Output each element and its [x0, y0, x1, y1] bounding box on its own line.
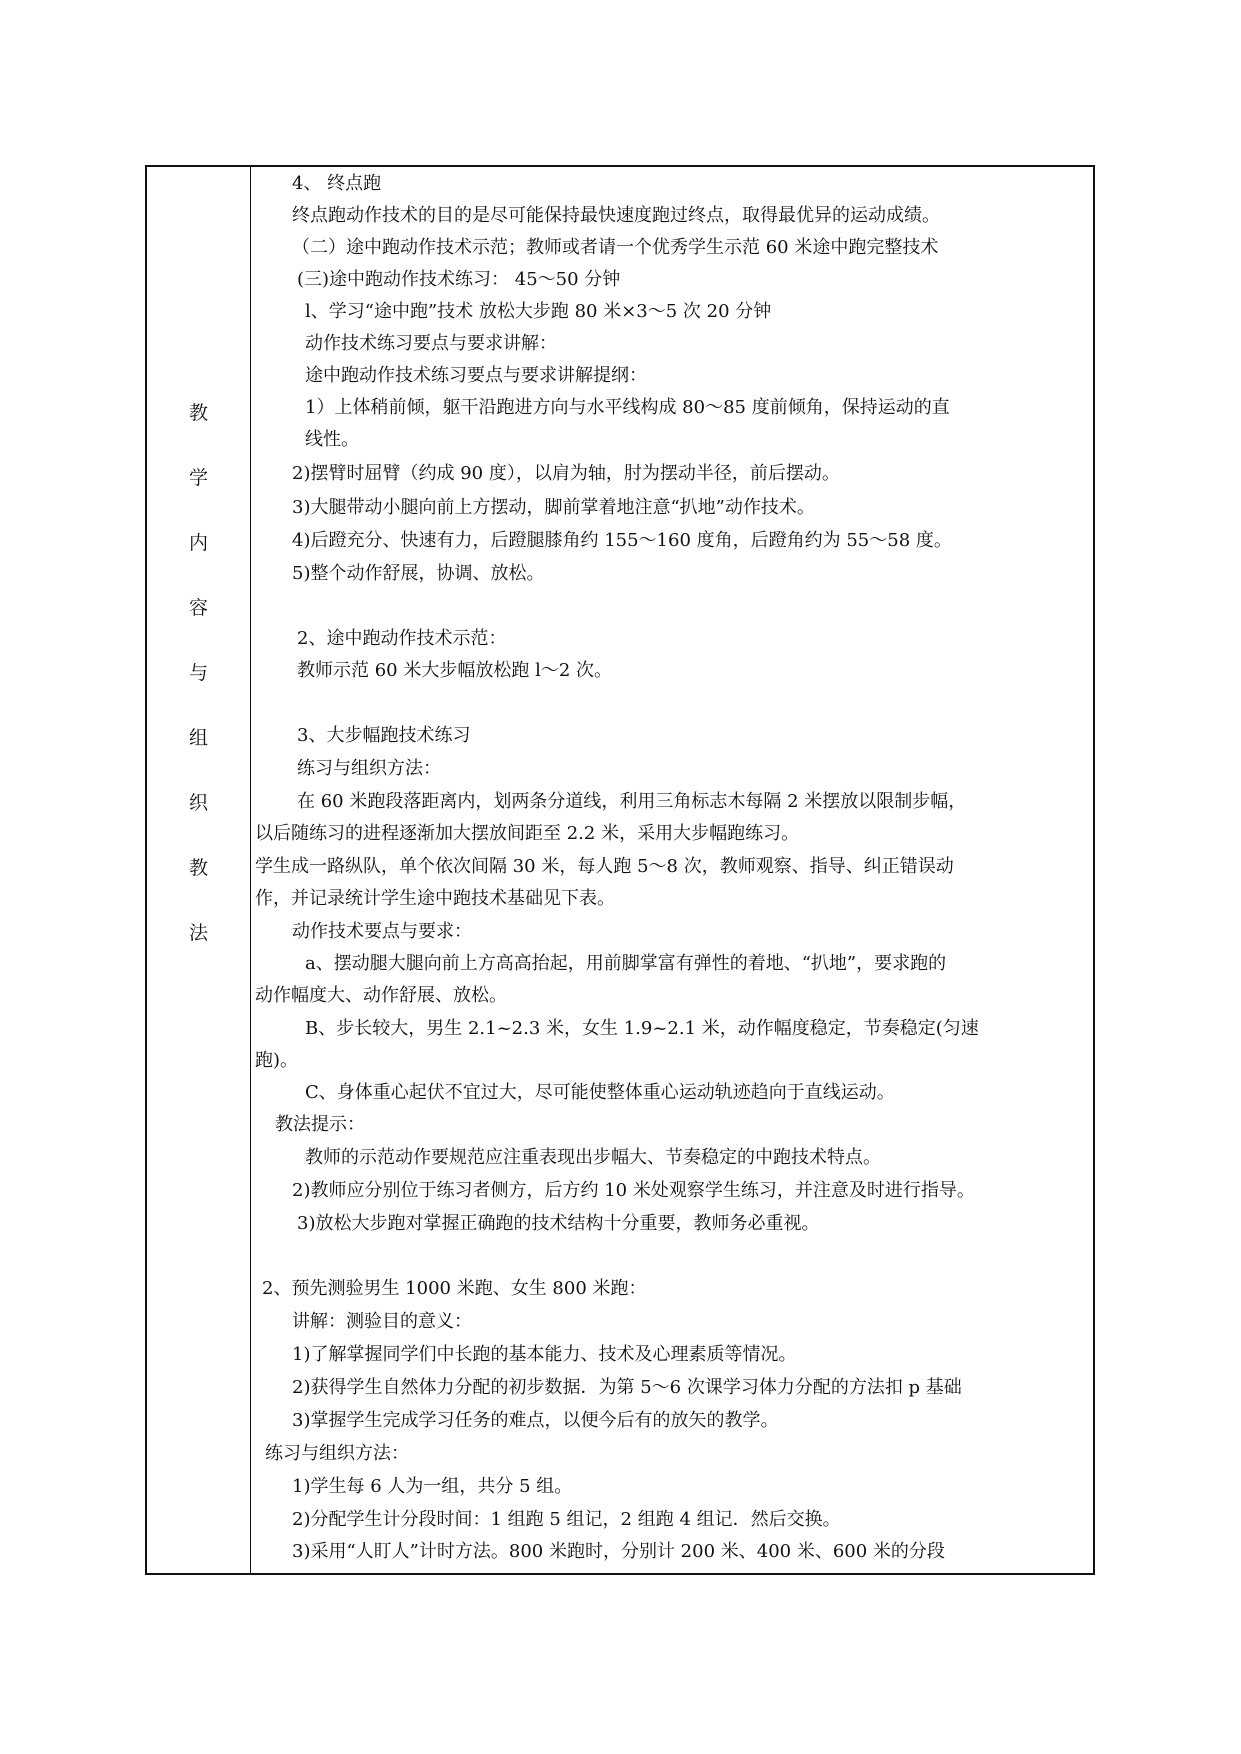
- content-line: 教师的示范动作要规范应注重表现出步幅大、节奏稳定的中跑技术特点。: [305, 1147, 881, 1168]
- label-char: 织: [188, 792, 208, 814]
- section-label-column: [147, 167, 251, 1573]
- content-line: 学生成一路纵队，单个依次间隔 30 米，每人跑 5～8 次，教师观察、指导、纠正错误动: [255, 856, 954, 877]
- label-char: 教: [188, 857, 208, 879]
- document-table: [145, 165, 1095, 1575]
- label-char: 组: [188, 727, 208, 749]
- content-line: 3)大腿带动小腿向前上方摆动，脚前掌着地注意“扒地”动作技术。: [292, 497, 815, 518]
- content-line: 动作技术练习要点与要求讲解：: [305, 333, 557, 354]
- content-line: 在 60 米跑段落距离内，划两条分道线，利用三角标志木每隔 2 米摆放以限制步幅，: [297, 791, 967, 812]
- content-line: 2)教师应分别位于练习者侧方，后方约 10 米处观察学生练习，并注意及时进行指导。: [292, 1180, 975, 1201]
- content-line: （二）途中跑动作技术示范；教师或者请一个优秀学生示范 60 米途中跑完整技术: [292, 237, 939, 258]
- content-line: 3)放松大步跑对掌握正确跑的技术结构十分重要，教师务必重视。: [297, 1213, 820, 1234]
- content-line: 1）上体稍前倾，躯干沿跑进方向与水平线构成 80～85 度前倾角，保持运动的直: [305, 397, 950, 418]
- content-line: 教法提示：: [275, 1114, 365, 1135]
- label-char: 学: [188, 467, 208, 489]
- content-line: C、身体重心起伏不宜过大，尽可能使整体重心运动轨迹趋向于直线运动。: [305, 1082, 895, 1103]
- label-char: 与: [188, 662, 208, 684]
- content-line: 1)了解掌握同学们中长跑的基本能力、技术及心理素质等情况。: [292, 1344, 797, 1365]
- content-line: 跑)。: [255, 1050, 299, 1071]
- content-line: l、学习“途中跑”技术 放松大步跑 80 米×3～5 次 20 分钟: [305, 301, 772, 322]
- content-line: 2)获得学生自然体力分配的初步数据．为第 5～6 次课学习体力分配的方法扣 p 基础: [292, 1377, 962, 1398]
- content-line: 以后随练习的进程逐渐加大摆放间距至 2.2 米，采用大步幅跑练习。: [255, 823, 800, 844]
- content-line: 练习与组织方法：: [265, 1443, 409, 1464]
- content-line: 2、预先测验男生 1000 米跑、女生 800 米跑：: [262, 1278, 647, 1299]
- content-line: 教师示范 60 米大步幅放松跑 l～2 次。: [297, 660, 612, 681]
- content-line: 5)整个动作舒展，协调、放松。: [292, 563, 545, 584]
- content-line: 终点跑动作技术的目的是尽可能保持最快速度跑过终点，取得最优异的运动成绩。: [292, 205, 940, 226]
- label-char: 容: [188, 597, 208, 619]
- content-line: 线性。: [305, 429, 359, 450]
- content-line: 2、途中跑动作技术示范：: [297, 628, 507, 649]
- content-line: 3、大步幅跑技术练习: [297, 725, 471, 746]
- content-line: 讲解：测验目的意义：: [292, 1311, 472, 1332]
- content-line: 动作幅度大、动作舒展、放松。: [255, 985, 507, 1006]
- content-line: 4)后蹬充分、快速有力，后蹬腿膝角约 155～160 度角，后蹬角约为 55～58 度。: [292, 530, 952, 551]
- content-line: 途中跑动作技术练习要点与要求讲解提纲：: [305, 365, 647, 386]
- label-char: 法: [188, 922, 208, 944]
- content-line: (三)途中跑动作技术练习： 45～50 分钟: [297, 269, 621, 290]
- label-char: 教: [188, 402, 208, 424]
- content-line: 2)分配学生计分段时间：1 组跑 5 组记，2 组跑 4 组记．然后交换。: [292, 1509, 841, 1530]
- content-line: 作，并记录统计学生途中跑技术基础见下表。: [255, 888, 615, 909]
- content-line: 1)学生每 6 人为一组，共分 5 组。: [292, 1476, 573, 1497]
- content-line: B、步长较大，男生 2.1~2.3 米，女生 1.9~2.1 米，动作幅度稳定，节奏稳定(匀速: [305, 1018, 979, 1039]
- content-line: 3)采用“人盯人”计时方法。800 米跑时，分别计 200 米、400 米、600 米的分段: [292, 1541, 945, 1562]
- content-line: 练习与组织方法：: [297, 758, 441, 779]
- content-line: 2)摆臂时屈臂（约成 90 度），以肩为轴，肘为摆动半径，前后摆动。: [292, 463, 840, 484]
- content-line: a、摆动腿大腿向前上方高高抬起，用前脚掌富有弹性的着地、“扒地”，要求跑的: [305, 953, 947, 974]
- content-line: 4、 终点跑: [292, 173, 382, 194]
- label-char: 内: [188, 532, 208, 554]
- content-line: 3)掌握学生完成学习任务的难点，以便今后有的放矢的教学。: [292, 1410, 779, 1431]
- content-line: 动作技术要点与要求：: [292, 921, 472, 942]
